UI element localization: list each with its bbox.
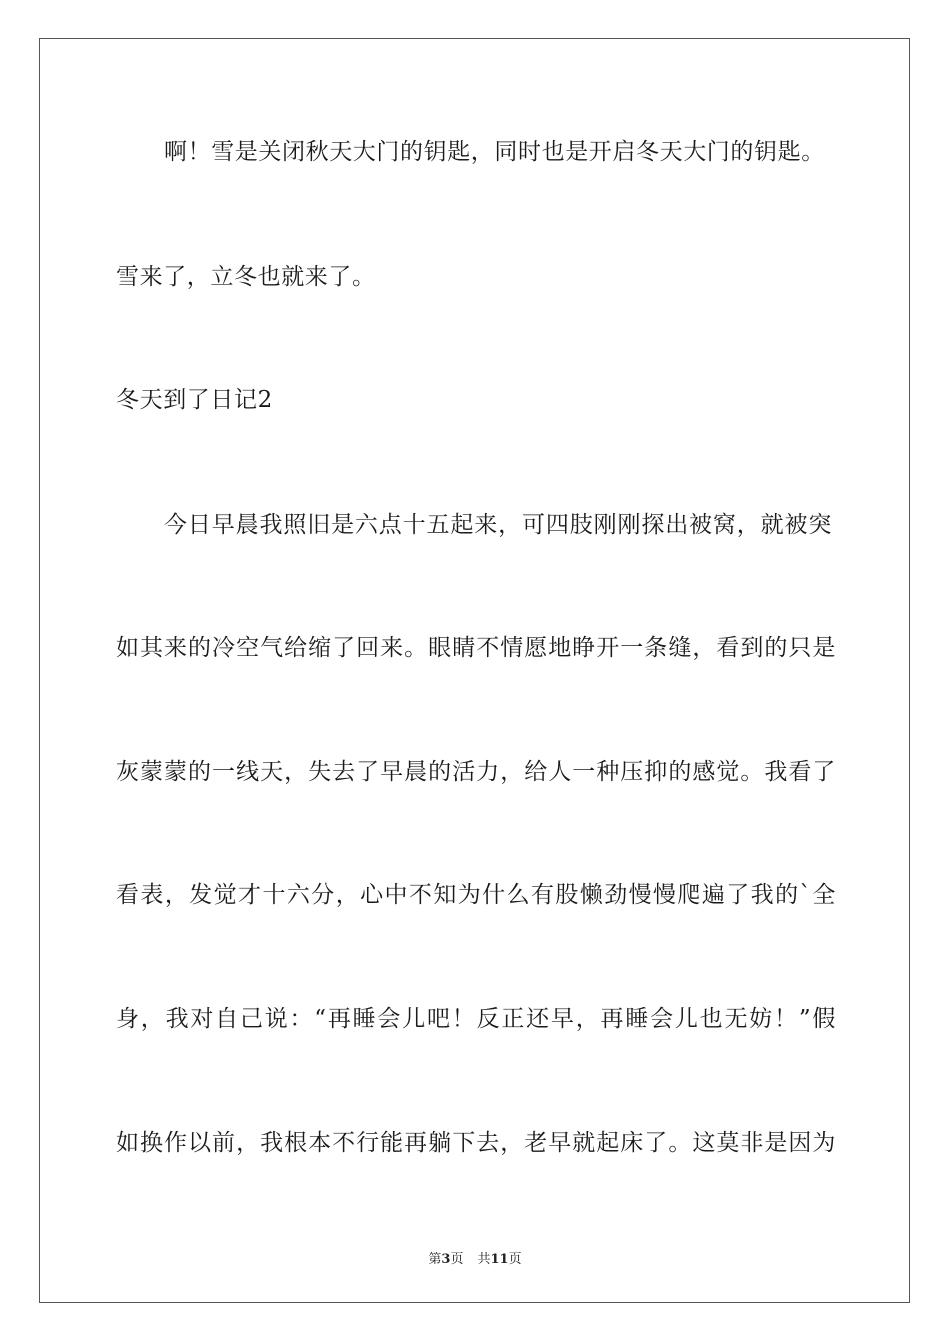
footer-total-pages: 11 — [490, 1252, 509, 1267]
footer-total-suffix: 页 — [508, 1252, 522, 1267]
footer-page-prefix: 第 — [428, 1252, 442, 1267]
paragraph-line-5: 灰蒙蒙的一线天，失去了早晨的活力，给人一种压抑的感觉。我看了 — [116, 759, 836, 785]
paragraph-line-3: 今日早晨我照旧是六点十五起来，可四肢刚刚探出被窝，就被突 — [164, 512, 832, 538]
paragraph-line-6: 看表，发觉才十六分，心中不知为什么有股懒劲慢慢爬遍了我的`全 — [116, 882, 836, 908]
section-heading: 冬天到了日记2 — [116, 387, 273, 413]
paragraph-line-8: 如换作以前，我根本不行能再躺下去，老早就起床了。这莫非是因为 — [116, 1130, 836, 1156]
paragraph-line-1: 啊！雪是关闭秋天大门的钥匙，同时也是开启冬天大门的钥匙。 — [164, 139, 825, 165]
page-footer — [0, 1248, 950, 1267]
footer-page-current: 3 — [441, 1252, 451, 1267]
paragraph-line-4: 如其来的冷空气给缩了回来。眼睛不情愿地睁开一条缝，看到的只是 — [116, 635, 836, 661]
paragraph-line-2: 雪来了，立冬也就来了。 — [116, 264, 376, 290]
footer-page-suffix: 页 — [450, 1252, 464, 1267]
paragraph-line-7: 身，我对自己说：“再睡会儿吧！反正还早，再睡会儿也无妨！”假 — [116, 1006, 836, 1032]
page-border — [39, 38, 910, 1303]
footer-total-prefix: 共 — [477, 1252, 491, 1267]
